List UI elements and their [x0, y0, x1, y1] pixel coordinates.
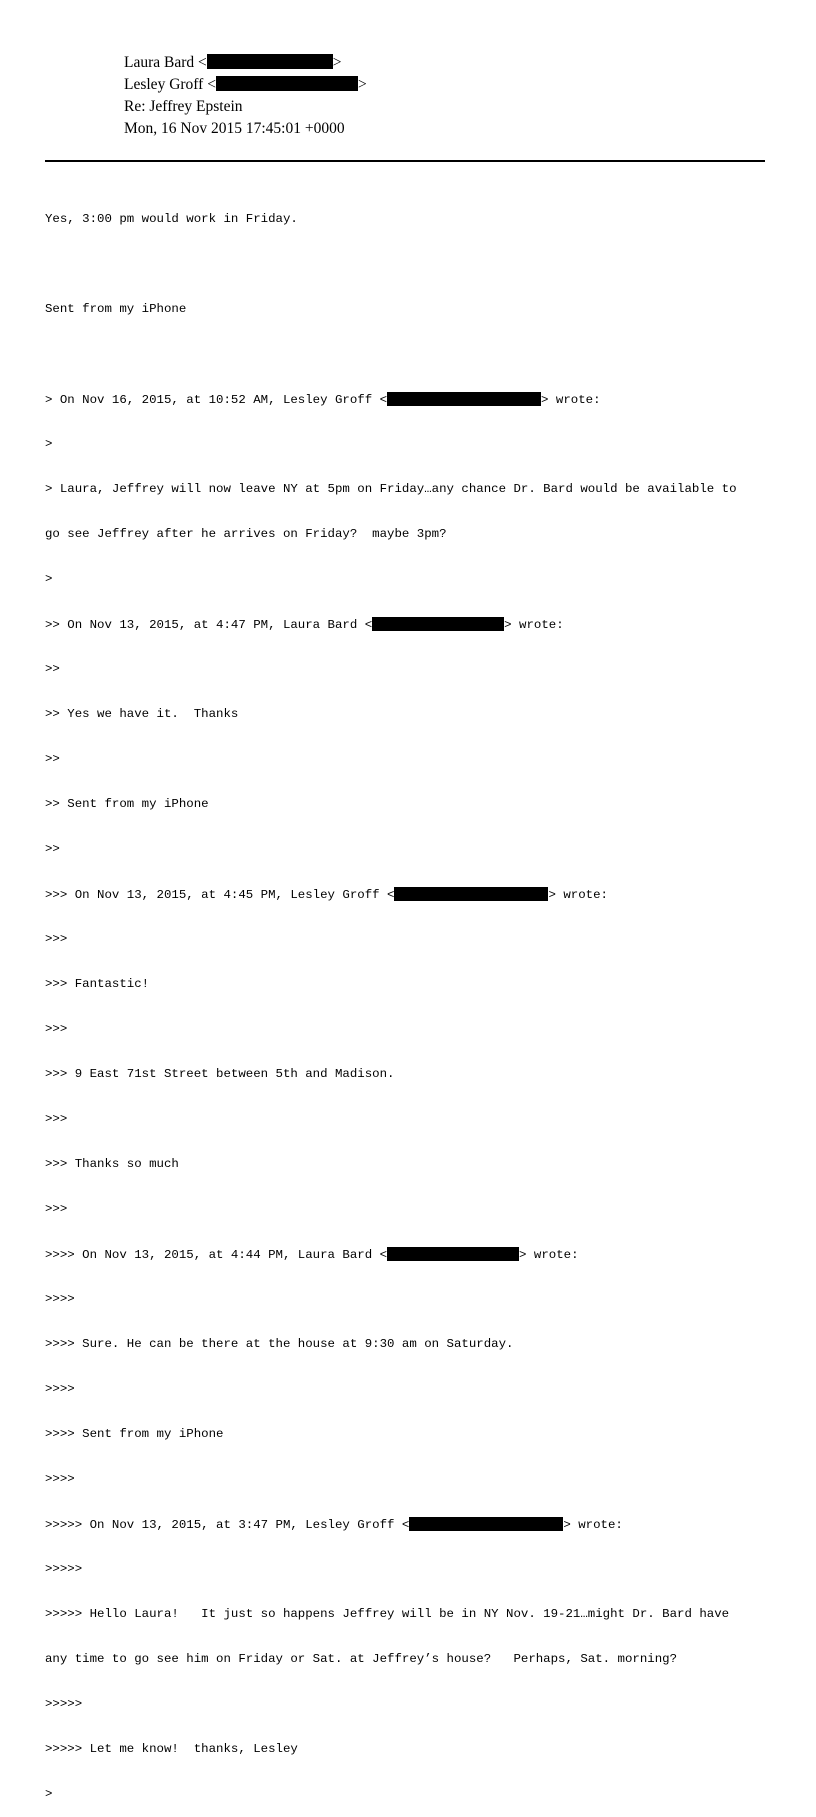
quote-header-line	[45, 617, 785, 632]
body-line: >>>>>	[45, 1562, 83, 1576]
redacted-block	[216, 76, 358, 91]
body-line: >>>>	[45, 1382, 75, 1396]
body-line: >>	[45, 842, 60, 856]
redacted-block	[372, 617, 504, 631]
quote-header-tail: > wrote:	[541, 393, 601, 407]
from-close: >	[332, 54, 342, 71]
quote-header-tail: > wrote:	[548, 888, 608, 902]
quote-header-text: >>>> On Nov 13, 2015, at 4:44 PM, Laura Bard <	[45, 1248, 388, 1262]
body-line: >	[45, 1787, 53, 1801]
body-line: > Laura, Jeffrey will now leave NY at 5pm on Friday…any chance Dr. Bard would be available to	[45, 482, 737, 496]
body-line: >>>>> Let me know! thanks, Lesley	[45, 1742, 298, 1756]
from-value	[124, 52, 342, 74]
body-line: >>>	[45, 932, 68, 946]
body-line: >>	[45, 662, 60, 676]
body-line: >>	[45, 752, 60, 766]
body-line: >>>> Sent from my iPhone	[45, 1427, 224, 1441]
body-line: >	[45, 572, 53, 586]
body-line: >	[45, 437, 53, 451]
body-line: Sent from my iPhone	[45, 302, 187, 316]
header-divider	[45, 160, 765, 162]
quote-header-text: >>>>> On Nov 13, 2015, at 3:47 PM, Lesley Groff <	[45, 1518, 410, 1532]
body-line: >>>> Sure. He can be there at the house at 9:30 am on Saturday.	[45, 1337, 514, 1351]
redacted-block	[387, 1247, 519, 1261]
body-line: >>>	[45, 1202, 68, 1216]
body-line: any time to go see him on Friday or Sat. at Jeffrey’s house? Perhaps, Sat. morning?	[45, 1652, 678, 1666]
to-close: >	[357, 76, 367, 93]
body-line: >>>	[45, 1022, 68, 1036]
body-line: >> Yes we have it. Thanks	[45, 707, 239, 721]
quote-header-text: >> On Nov 13, 2015, at 4:47 PM, Laura Bard <	[45, 618, 373, 632]
body-line: >>>>	[45, 1292, 75, 1306]
redacted-block	[207, 54, 333, 69]
body-line: Yes, 3:00 pm would work in Friday.	[45, 212, 298, 226]
body-line: go see Jeffrey after he arrives on Friday? maybe 3pm?	[45, 527, 447, 541]
to-name: Lesley Groff <	[124, 76, 216, 93]
quote-header-line	[45, 887, 785, 902]
body-line: >>>	[45, 1112, 68, 1126]
subject-value: Re: Jeffrey Epstein	[124, 98, 243, 115]
quote-header-line	[45, 1517, 785, 1532]
body-line: >>>>	[45, 1472, 75, 1486]
body-line: >>> Thanks so much	[45, 1157, 179, 1171]
body-line: >>>>>	[45, 1697, 83, 1711]
redacted-block	[387, 392, 541, 406]
quote-header-text: > On Nov 16, 2015, at 10:52 AM, Lesley Groff <	[45, 393, 388, 407]
redacted-block	[409, 1517, 563, 1531]
body-line: >>> 9 East 71st Street between 5th and Madison.	[45, 1067, 395, 1081]
body-line: >>>>> Hello Laura! It just so happens Jeffrey will be in NY Nov. 19-21…might Dr. Bard have	[45, 1607, 730, 1621]
redacted-block	[394, 887, 548, 901]
quote-header-line	[45, 392, 785, 407]
quote-header-text: >>> On Nov 13, 2015, at 4:45 PM, Lesley Groff <	[45, 888, 395, 902]
body-line: >> Sent from my iPhone	[45, 797, 209, 811]
quote-header-line	[45, 1247, 785, 1262]
quote-header-tail: > wrote:	[504, 618, 564, 632]
email-body	[45, 182, 785, 1817]
to-value	[124, 74, 367, 96]
from-name: Laura Bard <	[124, 54, 207, 71]
quote-header-tail: > wrote:	[519, 1248, 579, 1262]
body-line: >>> Fantastic!	[45, 977, 150, 991]
quote-header-tail: > wrote:	[563, 1518, 623, 1532]
date-value: Mon, 16 Nov 2015 17:45:01 +0000	[124, 120, 345, 137]
